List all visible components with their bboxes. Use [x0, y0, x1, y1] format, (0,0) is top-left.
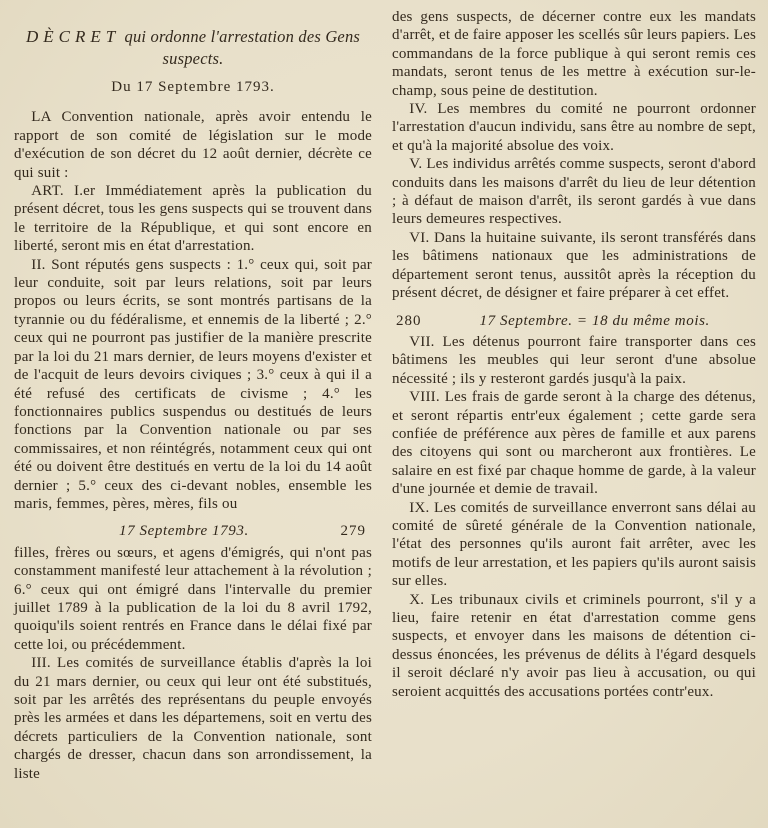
column-right [392, 8, 756, 783]
article-5-paragraph: V. Les individus arrêtés comme suspects, seront d'abord conduits dans les maisons d'arrêt du lieu de leur détention ; à défaut de maison d'arrêt, ils seront gardés à vue dans leurs demeures respectives. [392, 156, 756, 228]
running-header-date-right: 17 Septembre. = 18 du même mois. [479, 312, 710, 329]
running-header-page-279 [14, 522, 372, 540]
article-1-paragraph: ART. I.er Immédiatement après la publication du présent décret, tous les gens suspects qui se trouvent dans le territoire de la République, et qui sont encore en liberté, seront mis en état d'arrestation. [14, 183, 372, 255]
article-9-paragraph: IX. Les comités de surveillance enverront sans délai au comité de sûreté générale de la Convention nationale, l'état des personnes qu'ils auront fait arrêter, avec les motifs de leur arrestation, et les papiers qu'ils auront saisis sur elles. [392, 499, 756, 590]
article-10-paragraph: X. Les tribunaux civils et criminels pourront, s'il y a lieu, faire retenir en état d'arrestation comme gens suspects, et envoyer dans les maisons de détention ci-dessus énoncées, les prévenus de délits à l'égard desquels il seroit déclaré n'y avoir pas lieu à accusation, ou qui seroient acquittés des accusations portées contr'eux. [392, 591, 756, 700]
decree-title-rest: qui ordonne l'arrestation des Gens suspects. [124, 27, 361, 68]
article-2-paragraph: II. Sont réputés gens suspects : 1.° ceux qui, soit par leur conduite, soit par leurs relations, soit par leurs propos ou leurs écrits, se sont montrés partisans de la tyrannie ou du fédéralisme, et ennemis de la liberté ; 2.° ceux qui ne pourront pas justifier de la manière prescrite par la loi du 21 mars dernier, de leurs moyens d'exister et de l'acquit de leurs devoirs civiques ; 3.° ceux à qui il a été refusé des certificats de civisme ; 4.° les fonctionnaires publics suspendus ou destitués de leurs fonctions par la Convention nationale ou par ses commissaires, et non réintégrés, notamment ceux qui ont été ou doivent être destitués en vertu de la loi du 14 août dernier ; 5.° ceux des ci-devant nobles, ensemble les maris, femmes, pères, mères, fils ou [14, 256, 372, 512]
article-4-paragraph: IV. Les membres du comité ne pourront ordonner l'arrestation d'aucun individu, sans être au nombre de sept, et qu'à la majorité absolue des voix. [392, 101, 756, 154]
running-header-page-280 [392, 312, 756, 330]
decree-date: Du 17 Septembre 1793. [111, 79, 275, 95]
article-3-paragraph: III. Les comités de surveillance établis d'après la loi du 21 mars dernier, ou ceux qui leur ont été substitués, soit par les arrêtés des représentans du peuple envoyés près les armées et dans les départemens, soit en vertu des décrets particuliers de la Convention nationale, sont chargés de dresser, chacun dans son arrondissement, la liste [14, 655, 372, 782]
article-3-continuation-paragraph: des gens suspects, de décerner contre eux les mandats d'arrêt, et de faire apposer les scellés sûr leurs papiers. Les commandans de la force publique à qui seront remis ces mandats, seront tenus de les mettre à exécution sur-le-champ, sous peine de destitution. [392, 9, 756, 99]
article-6-paragraph: VI. Dans la huitaine suivante, ils seront transférés dans les bâtimens nationaux que les administrations de département seront tenus, aussitôt après la réception du présent décret, de désigner et faire préparer à cet effet. [392, 229, 756, 302]
article-7-paragraph: VII. Les détenus pourront faire transporter dans ces bâtimens les meubles qui leur seront d'une absolue nécessité ; ils y resteront gardés jusqu'à la paix. [392, 333, 756, 387]
running-header-date: 17 Septembre 1793. [119, 523, 249, 540]
page-number-279: 279 [340, 523, 366, 540]
opening-paragraph: LA Convention nationale, après avoir entendu le rapport de son comité de législation sur le mode d'exécution de son décret du 12 août dernier, décrète ce qui suit : [14, 109, 372, 181]
page-number-280: 280 [396, 312, 422, 329]
article-2-continuation-paragraph: filles, frères ou sœurs, et agens d'émigrés, qui n'ont pas constamment manifesté leur attachement à la révolution ; 6.° ceux qui ont émigré dans l'intervalle du premier juillet 1789 à la publication de la loi du 8 avril 1792, quoiqu'ils soient rentrés en France dans le délai fixé par cette loi, ou précédemment. [14, 544, 372, 653]
decree-title [14, 26, 372, 70]
decree-title-word: DÈCRET [25, 27, 121, 46]
article-8-paragraph: VIII. Les frais de garde seront à la charge des détenus, et seront répartis entr'eux également ; cette garde sera confiée de préférence aux pères de famille et aux parens des citoyens qui sont ou marcheront aux frontières. Le salaire en est fixé par chaque homme de garde, à la valeur d'une journée et demie de travail. [392, 389, 756, 498]
column-left [14, 8, 372, 783]
